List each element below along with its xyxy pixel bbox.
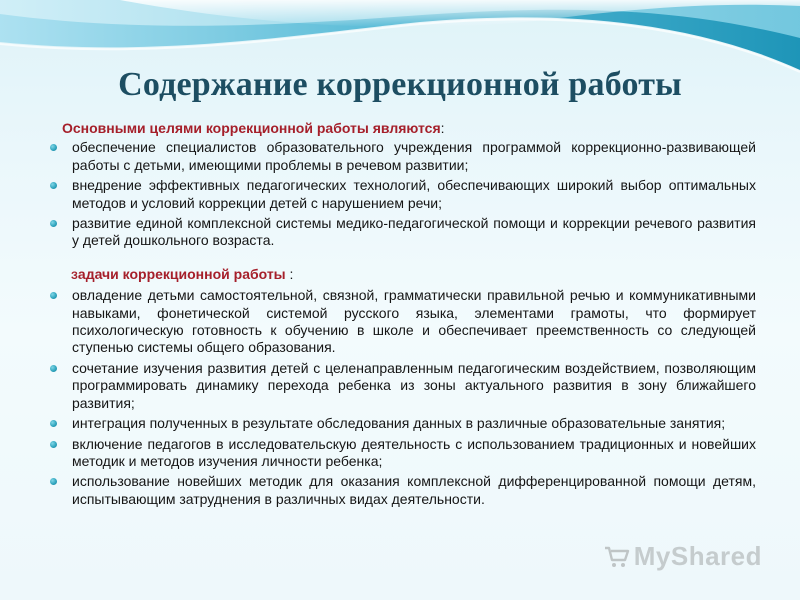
goals-heading-text: Основными целями коррекционной работы являются <box>62 120 441 136</box>
shopping-cart-icon <box>604 545 630 569</box>
watermark-text: MyShared <box>633 541 762 571</box>
header-wave-decoration <box>0 0 800 130</box>
list-item-text: использование новейших методик для оказания комплексной дифференцированной помощи детям, испытывающим затруднения в различных видах деятельности. <box>72 473 756 507</box>
list-item <box>44 177 756 212</box>
list-item-text: интеграция полученных в результате обследования данных в различные образовательные занятия; <box>72 415 726 432</box>
tasks-heading <box>44 266 756 285</box>
round-bullet-icon <box>50 182 57 189</box>
list-item <box>44 215 756 250</box>
list-item-text: внедрение эффективных педагогических технологий, обеспечивающих широкий выбор оптимальных методов и условий коррекции детей с нарушением речи; <box>72 177 756 211</box>
list-item-text: сочетание изучения развития детей с целенаправленным педагогическим воздействием, позволяющим программировать динамику перехода ребенка из зоны актуального развития в зону ближайшего развития; <box>72 359 756 411</box>
tasks-heading-initial: З <box>71 269 78 282</box>
tasks-heading-colon: : <box>285 265 294 282</box>
goals-heading <box>44 120 756 137</box>
list-item <box>44 415 756 432</box>
list-item-text: развитие единой комплексной системы медико-педагогической помощи и коррекции речевого развития у детей дошкольного возраста. <box>72 215 756 249</box>
list-item <box>44 139 756 174</box>
tasks-heading-text: адачи коррекционной работы <box>77 265 286 282</box>
round-bullet-icon <box>50 478 57 485</box>
list-item-text: включение педагогов в исследовательскую деятельность с использованием традиционных и новейших методик и методов изучения личности ребенка; <box>72 435 756 469</box>
slide-content <box>44 120 756 511</box>
watermark <box>604 541 762 572</box>
round-bullet-icon <box>50 292 57 299</box>
list-item <box>44 473 756 508</box>
round-bullet-icon <box>50 144 57 151</box>
list-item <box>44 360 756 412</box>
goals-heading-colon: : <box>440 120 445 136</box>
list-item <box>44 287 756 357</box>
round-bullet-icon <box>50 420 57 427</box>
round-bullet-icon <box>50 441 57 448</box>
round-bullet-icon <box>50 220 57 227</box>
list-item <box>44 436 756 471</box>
goals-list <box>44 139 756 249</box>
round-bullet-icon <box>50 365 57 372</box>
slide-title: Содержание коррекционной работы <box>118 66 682 103</box>
list-item-text: овладение детьми самостоятельной, связной, грамматически правильной речью и коммуникативными навыками, фонетической системой русского языка, элементами грамоты, что формирует психологическую готовность к обучению в школе и обеспечивает преемственность со следующей ступенью системы общего образования. <box>72 287 756 356</box>
list-item-text: обеспечение специалистов образовательного учреждения программой коррекционно-развивающей работы с детьми, имеющими проблемы в речевом развитии; <box>72 139 756 173</box>
tasks-list <box>44 287 756 508</box>
